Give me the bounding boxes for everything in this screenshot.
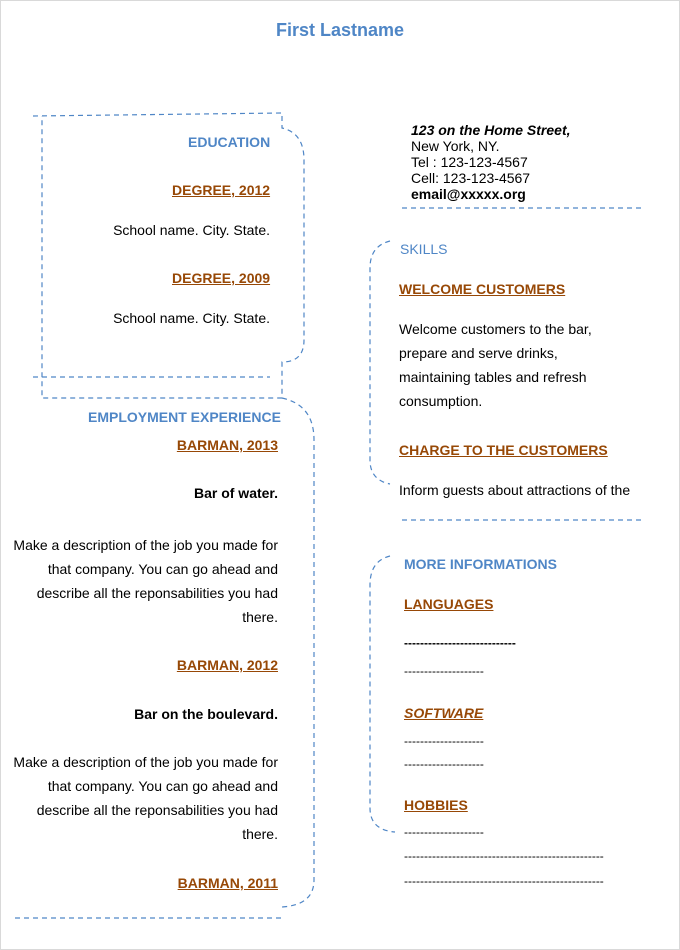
- skill-2-text: Inform guests about attractions of the: [399, 482, 631, 498]
- desc-line: describe all the reponsabilities you had: [36, 802, 278, 818]
- skills-title: SKILLS: [400, 241, 448, 257]
- contact-block: [411, 122, 571, 202]
- languages-line-2: --------------------: [404, 664, 484, 678]
- more-bracket: [370, 556, 395, 832]
- job-1-description: [8, 533, 278, 629]
- desc-line: there.: [242, 609, 278, 625]
- school-2: School name. City. State.: [113, 310, 270, 326]
- job-2-description: [8, 750, 278, 846]
- more-title: MORE INFORMATIONS: [404, 556, 557, 572]
- skill-1-heading: WELCOME CUSTOMERS: [399, 281, 566, 297]
- hobbies-line-1: --------------------: [404, 825, 484, 839]
- software-line-2: --------------------: [404, 757, 484, 771]
- resume-name: First Lastname: [275, 20, 405, 40]
- languages-heading: LANGUAGES: [404, 596, 494, 612]
- desc-line: that company. You can go ahead and: [47, 561, 278, 577]
- job-1-title: BARMAN, 2013: [176, 437, 278, 453]
- degree-1: DEGREE, 2012: [172, 182, 271, 198]
- contact-cell: Cell: 123-123-4567: [411, 170, 531, 186]
- hobbies-line-2: --------------------------------------------------: [404, 849, 604, 863]
- hobbies-line-3: --------------------------------------------------: [404, 874, 604, 888]
- employment-bracket: [282, 398, 314, 907]
- school-1: School name. City. State.: [113, 222, 270, 238]
- skill-line: Welcome customers to the bar,: [399, 321, 592, 337]
- desc-line: there.: [242, 826, 278, 842]
- job-2-place: Bar on the boulevard.: [134, 706, 278, 722]
- contact-street: 123 on the Home Street,: [411, 122, 571, 138]
- desc-line: that company. You can go ahead and: [47, 778, 278, 794]
- languages-line-1: ----------------------------: [404, 636, 516, 650]
- software-line-1: --------------------: [404, 734, 484, 748]
- desc-line: Make a description of the job you made for: [13, 537, 278, 553]
- education-title: EDUCATION: [188, 134, 271, 150]
- contact-tel: Tel : 123-123-4567: [411, 154, 528, 170]
- skill-line: maintaining tables and refresh: [399, 369, 587, 385]
- contact-email: email@xxxxx.org: [411, 186, 526, 202]
- job-1-place: Bar of water.: [193, 485, 278, 501]
- software-heading: SOFTWARE: [404, 705, 484, 721]
- employment-title: EMPLOYMENT EXPERIENCE: [88, 409, 281, 425]
- skill-line: prepare and serve drinks,: [399, 345, 558, 361]
- education-frame: [33, 113, 304, 398]
- job-2-title: BARMAN, 2012: [176, 657, 278, 673]
- desc-line: describe all the reponsabilities you had: [36, 585, 278, 601]
- contact-city: New York, NY.: [411, 138, 500, 154]
- skill-2-heading: CHARGE TO THE CUSTOMERS: [399, 442, 608, 458]
- skill-1-text: [399, 317, 592, 413]
- skills-bracket: [370, 241, 390, 484]
- desc-line: Make a description of the job you made for: [13, 754, 278, 770]
- hobbies-heading: HOBBIES: [404, 797, 468, 813]
- skill-line: consumption.: [399, 393, 483, 409]
- degree-2: DEGREE, 2009: [172, 270, 271, 286]
- job-3-title: BARMAN, 2011: [177, 875, 278, 891]
